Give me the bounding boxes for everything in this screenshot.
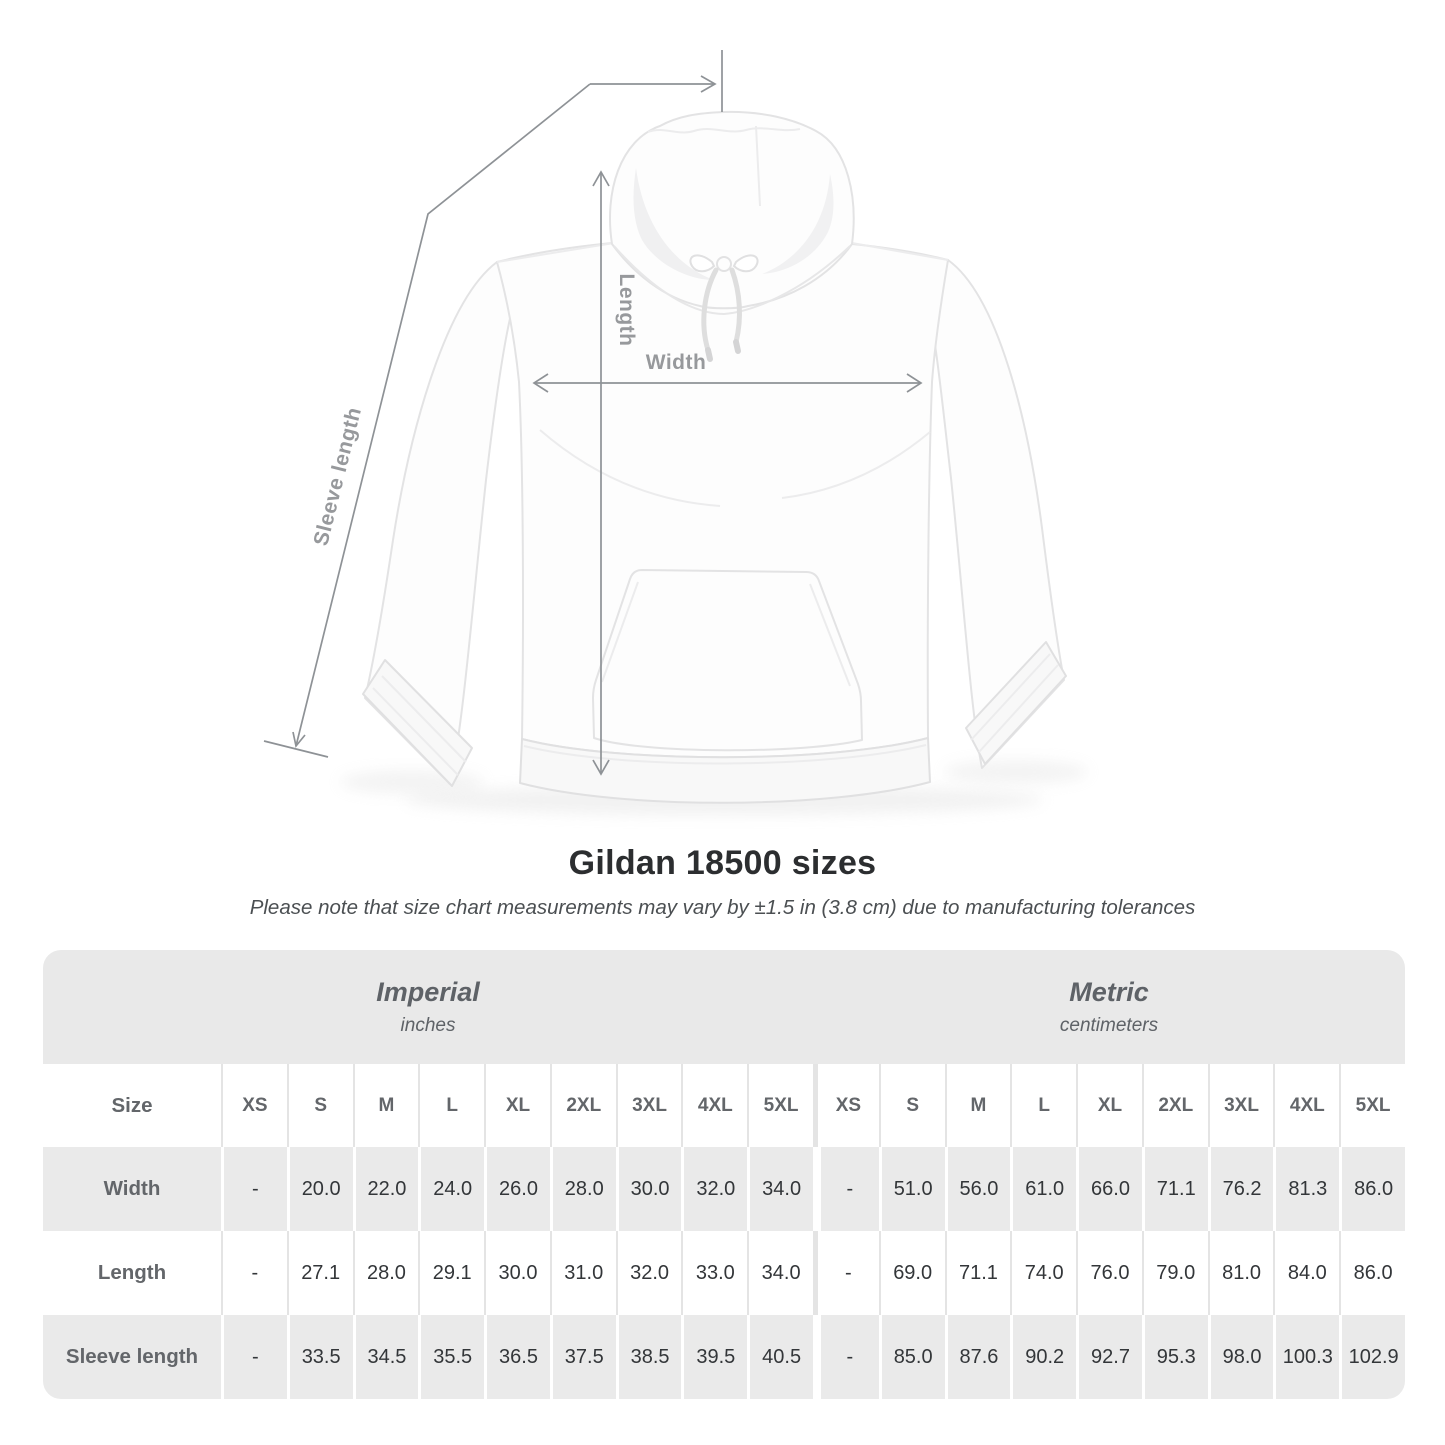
metric-value-cell: 69.0 [879,1231,945,1315]
imperial-value-cell: 24.0 [418,1147,484,1231]
size-column-header: 2XL [550,1064,616,1147]
sleeve-length-measure-label: Sleeve length [309,404,367,549]
size-column-header: S [879,1064,945,1147]
metric-value-cell: - [813,1315,879,1399]
imperial-value-cell: 32.0 [616,1231,682,1315]
imperial-value-cell: - [221,1147,287,1231]
size-column-header: XS [221,1064,287,1147]
size-column-header: 3XL [616,1064,682,1147]
imperial-value-cell: 28.0 [550,1147,616,1231]
imperial-value-cell: 31.0 [550,1231,616,1315]
metric-value-cell: 98.0 [1208,1315,1274,1399]
length-measure-label: Length [615,273,638,347]
size-column-header: 5XL [747,1064,813,1147]
imperial-value-cell: 35.5 [418,1315,484,1399]
size-column-header: XL [484,1064,550,1147]
size-column-header: M [353,1064,419,1147]
imperial-value-cell: - [221,1231,287,1315]
size-column-header: 4XL [681,1064,747,1147]
width-measure-label: Width [645,351,707,374]
metric-value-cell: 81.3 [1273,1147,1339,1231]
row-label: Width [103,1177,161,1200]
imperial-value-cell: 28.0 [353,1231,419,1315]
metric-value-cell: 86.0 [1339,1147,1405,1231]
imperial-value-cell: 22.0 [353,1147,419,1231]
size-column-header: L [1010,1064,1076,1147]
imperial-value-cell: 40.5 [747,1315,813,1399]
unit-band [43,950,1405,1064]
hoodie-illustration [340,112,1088,815]
size-table [43,950,1405,1399]
metric-value-cell: 84.0 [1273,1231,1339,1315]
imperial-value-cell: 33.0 [681,1231,747,1315]
size-column-header: M [945,1064,1011,1147]
imperial-value-cell: 39.5 [681,1315,747,1399]
size-header-row [43,1064,1405,1147]
imperial-group-header [43,950,813,1064]
metric-value-cell: 66.0 [1076,1147,1142,1231]
imperial-value-cell: 30.0 [484,1231,550,1315]
imperial-value-cell: 20.0 [287,1147,353,1231]
imperial-value-cell: 37.5 [550,1315,616,1399]
metric-value-cell: 79.0 [1142,1231,1208,1315]
imperial-value-cell: 30.0 [616,1147,682,1231]
imperial-unit: inches [400,1015,456,1036]
metric-value-cell: 87.6 [945,1315,1011,1399]
metric-label: Metric [1069,977,1149,1007]
size-column-header: XL [1076,1064,1142,1147]
metric-value-cell: 102.9 [1339,1315,1405,1399]
size-column-header: S [287,1064,353,1147]
metric-value-cell: 85.0 [879,1315,945,1399]
tolerance-note: Please note that size chart measurements may vary by ±1.5 in (3.8 cm) due to manufacturing tolerances [249,896,1196,919]
size-column-header: 3XL [1208,1064,1274,1147]
metric-value-cell: 61.0 [1010,1147,1076,1231]
metric-value-cell: 100.3 [1273,1315,1339,1399]
size-header-cell: Size [111,1093,153,1117]
table-row [43,1147,1405,1231]
imperial-value-cell: 32.0 [681,1147,747,1231]
metric-value-cell: 76.0 [1076,1231,1142,1315]
metric-value-cell: 90.2 [1010,1315,1076,1399]
metric-value-cell: 51.0 [879,1147,945,1231]
chart-heading [0,844,1445,920]
size-column-header: L [418,1064,484,1147]
metric-value-cell: - [813,1231,879,1315]
table-row [43,1315,1405,1399]
imperial-value-cell: - [221,1315,287,1399]
row-label: Sleeve length [65,1345,199,1368]
imperial-value-cell: 38.5 [616,1315,682,1399]
imperial-value-cell: 33.5 [287,1315,353,1399]
metric-unit: centimeters [1059,1015,1159,1036]
row-label: Length [97,1261,167,1284]
imperial-value-cell: 36.5 [484,1315,550,1399]
size-column-header: 5XL [1339,1064,1405,1147]
imperial-value-cell: 27.1 [287,1231,353,1315]
imperial-value-cell: 26.0 [484,1147,550,1231]
metric-value-cell: 56.0 [945,1147,1011,1231]
imperial-value-cell: 34.0 [747,1147,813,1231]
metric-value-cell: 71.1 [945,1231,1011,1315]
size-column-header: 4XL [1273,1064,1339,1147]
imperial-value-cell: 29.1 [418,1231,484,1315]
metric-value-cell: 71.1 [1142,1147,1208,1231]
imperial-label: Imperial [376,977,480,1007]
imperial-value-cell: 34.0 [747,1231,813,1315]
table-row [43,1231,1405,1315]
table-rows [43,1147,1405,1399]
metric-group-header [813,950,1405,1064]
metric-value-cell: 81.0 [1208,1231,1274,1315]
metric-value-cell: 86.0 [1339,1231,1405,1315]
metric-value-cell: 92.7 [1076,1315,1142,1399]
imperial-value-cell: 34.5 [353,1315,419,1399]
metric-value-cell: - [813,1147,879,1231]
page-title: Gildan 18500 sizes [568,844,877,882]
metric-value-cell: 74.0 [1010,1231,1076,1315]
metric-value-cell: 76.2 [1208,1147,1274,1231]
size-column-header: 2XL [1142,1064,1208,1147]
metric-value-cell: 95.3 [1142,1315,1208,1399]
size-column-header: XS [813,1064,879,1147]
